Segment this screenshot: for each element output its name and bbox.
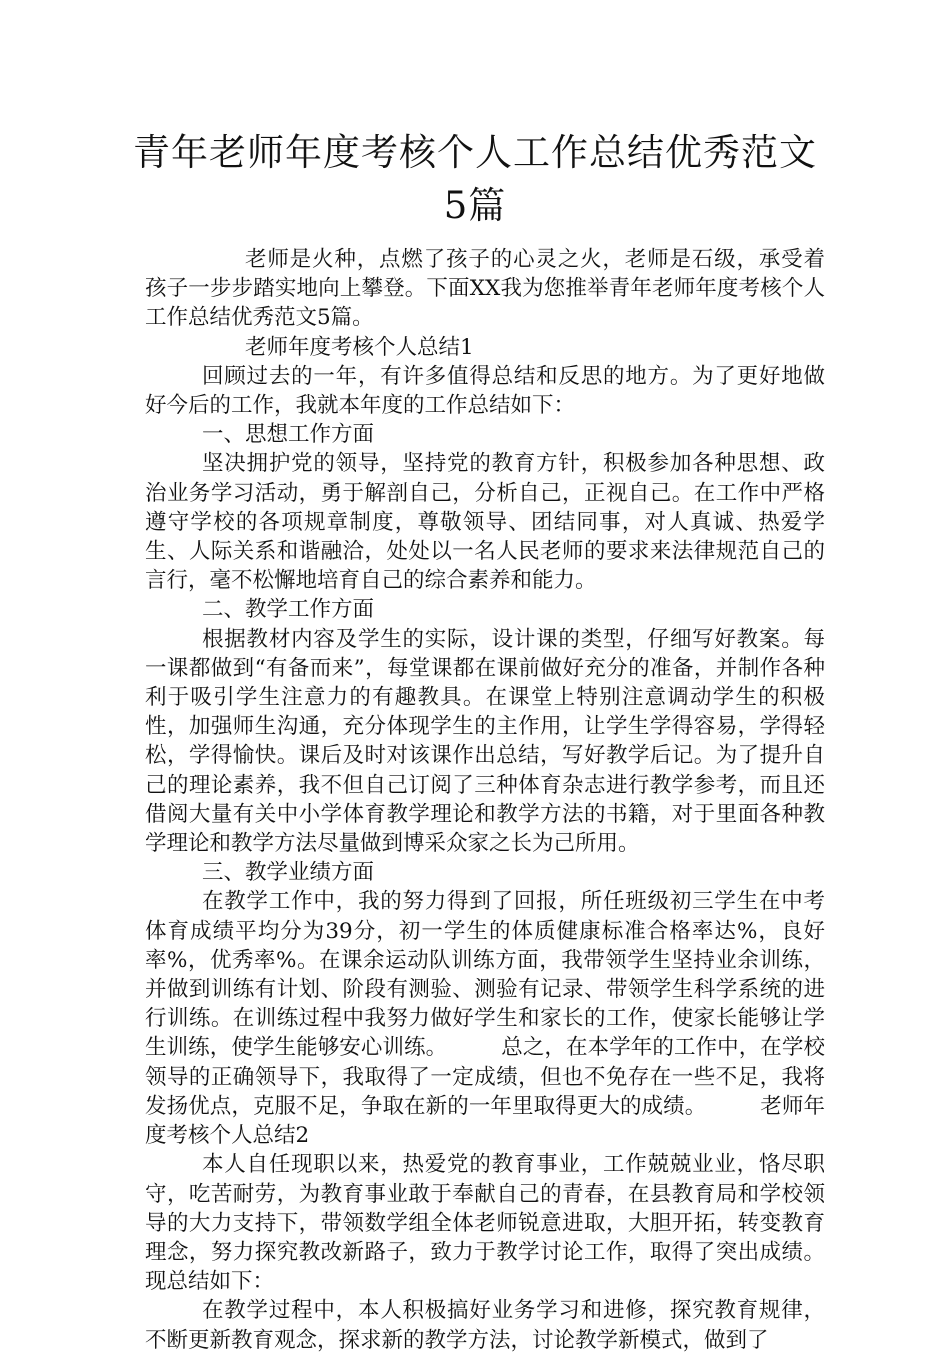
- body-paragraph: 坚决拥护党的领导，坚持党的教育方针，积极参加各种思想、政治业务学习活动，勇于解剖自己，分析自己，正视自己。在工作中严格遵守学校的各项规章制度，尊敬领导、团结同事，对人真诚、热爱学生、人际关系和谐融洽，处处以一名人民老师的要求来法律规范自己的言行，毫不松懈地培育自己的综合素养和能力。: [145, 451, 825, 594]
- document-title: 青年老师年度考核个人工作总结优秀范文5篇: [133, 131, 817, 227]
- body-paragraph: 在教学过程中，本人积极搞好业务学习和进修，探究教育规律，不断更新教育观念，探求新的教学方法，讨论教学新模式，做到了: [145, 1298, 825, 1353]
- intro-paragraph: 老师是火种，点燃了孩子的心灵之火，老师是石级，承受着孩子一步步踏实地向上攀登。下面XX我为您推举青年老师年度考核个人工作总结优秀范文5篇。: [145, 247, 825, 331]
- section-subtitle: 老师年度考核个人总结1: [245, 334, 474, 360]
- section-heading: 二、教学工作方面: [202, 597, 375, 623]
- document-body: [145, 245, 825, 1355]
- section-heading: 三、教学业绩方面: [202, 860, 375, 886]
- body-paragraph: 本人自任现职以来，热爱党的教育事业，工作兢兢业业，恪尽职守，吃苦耐劳，为教育事业敢于奉献自己的青春，在县教育局和学校领导的大力支持下，带领数学组全体老师锐意进取，大胆开拓，转变教育理念，努力探究教改新路子，致力于教学讨论工作，取得了突出成绩。现总结如下：: [145, 1152, 825, 1295]
- body-paragraph: 回顾过去的一年，有许多值得总结和反思的地方。为了更好地做好今后的工作，我就本年度的工作总结如下：: [145, 363, 825, 419]
- body-paragraph: 在教学工作中，我的努力得到了回报，所任班级初三学生在中考体育成绩平均分为39分，初一学生的体质健康标准合格率达%，良好率%，优秀率%。在课余运动队训练方面，我带领学生坚持业余训练，并做到训练有计划、阶段有测验、测验有记录、带领学生科学系统的进行训练。在训练过程中我努力做好学生和家长的工作，使家长能够让学生训练，使学生能够安心训练。 总之，在本学年的工作中，在学校领导的正确领导下，我取得了一定成绩，但也不免存在一些不足，我将发扬优点，克服不足，争取在新的一年里取得更大的成绩。 老师年度考核个人总结2: [145, 889, 825, 1149]
- body-paragraph: 根据教材内容及学生的实际，设计课的类型，仔细写好教案。每一课都做到“有备而来”，每堂课都在课前做好充分的准备，并制作各种利于吸引学生注意力的有趣教具。在课堂上特别注意调动学生的积极性，加强师生沟通，充分体现学生的主作用，让学生学得容易，学得轻松，学得愉快。课后及时对该课作出总结，写好教学后记。为了提升自己的理论素养，我不但自己订阅了三种体育杂志进行教学参考，而且还借阅大量有关中小学体育教学理论和教学方法的书籍，对于里面各种教学理论和教学方法尽量做到博采众家之长为己所用。: [145, 626, 825, 857]
- section-heading: 一、思想工作方面: [202, 422, 375, 448]
